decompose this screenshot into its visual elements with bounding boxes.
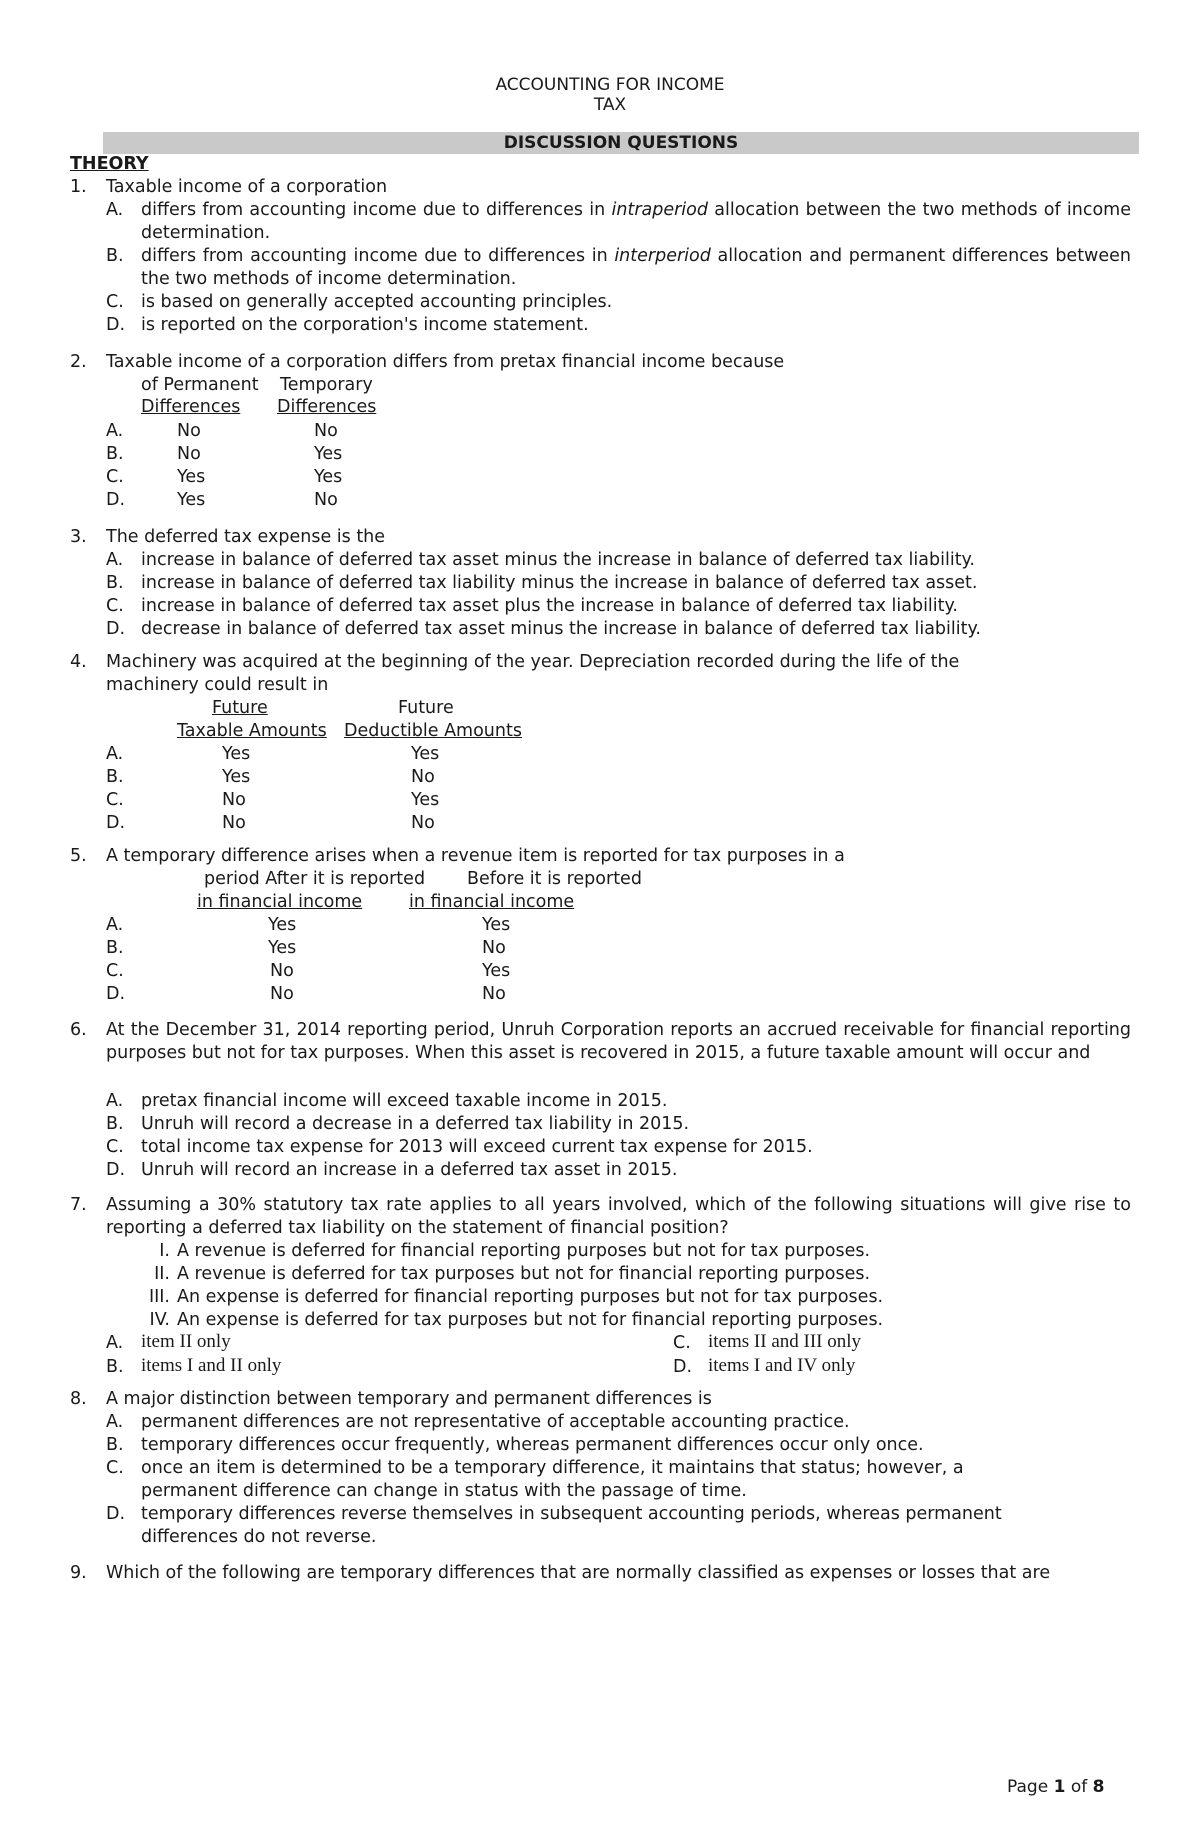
question-stem: At the December 31, 2014 reporting period, Unruh Corporation reports an accrued receivable for financial reporting purposes but not for tax purposes. When this asset is recovered in 2015, a future taxable amount will occur and (106, 1020, 1131, 1063)
option-letter: C. (106, 961, 124, 981)
question-number: 5. (70, 846, 87, 866)
table-cell: Yes (222, 767, 251, 787)
column-header: of Permanent (141, 375, 259, 395)
option-letter: B. (106, 1114, 124, 1134)
section-heading: THEORY (70, 154, 149, 174)
option-text: permanent difference can change in status with the passage of time. (141, 1481, 747, 1501)
option-text: items I and IV only (708, 1355, 856, 1376)
table-cell: Yes (411, 744, 440, 764)
option-text: is reported on the corporation's income statement. (141, 315, 589, 335)
section-banner (103, 132, 1139, 154)
question-stem: Taxable income of a corporation (106, 177, 388, 197)
question-stem: Taxable income of a corporation differs from pretax financial income because (106, 352, 785, 372)
option-letter: C. (106, 1137, 124, 1157)
column-header: in financial income (409, 892, 575, 912)
option-text: items I and II only (141, 1355, 282, 1376)
option-letter: C. (106, 790, 124, 810)
question-stem: The deferred tax expense is the (106, 527, 386, 547)
option-text: is based on generally accepted accounting principles. (141, 292, 613, 312)
table-cell: No (411, 767, 435, 787)
statement-text: An expense is deferred for financial reporting purposes but not for tax purposes. (177, 1287, 884, 1307)
table-cell: No (222, 813, 246, 833)
option-letter: C. (673, 1333, 691, 1353)
option-letter: A. (106, 1412, 124, 1432)
question-stem: Which of the following are temporary differences that are normally classified as expenses or losses that are (106, 1563, 1051, 1583)
option-letter: D. (106, 490, 126, 510)
question-number: 4. (70, 652, 87, 672)
question-number: 7. (70, 1195, 87, 1215)
page-number: 1 (1053, 1777, 1066, 1797)
option-text: increase in balance of deferred tax asset plus the increase in balance of deferred tax liability. (141, 596, 958, 616)
option-text: item II only (141, 1331, 231, 1352)
table-cell: No (270, 984, 294, 1004)
option-letter: B. (106, 444, 124, 464)
page-total: 8 (1092, 1777, 1105, 1797)
roman-numeral: IV. (149, 1310, 170, 1330)
table-cell: Yes (268, 938, 297, 958)
table-cell: Yes (411, 790, 440, 810)
column-header: period After it is reported (204, 869, 426, 889)
column-header: Deductible Amounts (344, 721, 522, 741)
option-letter: B. (106, 573, 124, 593)
roman-numeral: I. (159, 1241, 170, 1261)
option-letter: D. (106, 984, 126, 1004)
table-cell: No (482, 938, 506, 958)
table-cell: Yes (314, 444, 343, 464)
table-cell: No (314, 421, 338, 441)
option-letter: B. (106, 246, 124, 266)
banner-label: DISCUSSION QUESTIONS (503, 133, 739, 153)
table-cell: Yes (482, 915, 511, 935)
question-number: 1. (70, 177, 87, 197)
table-cell: Yes (177, 467, 206, 487)
option-letter: D. (673, 1357, 693, 1377)
option-letter: B. (106, 1357, 124, 1377)
roman-numeral: II. (154, 1264, 170, 1284)
table-cell: No (482, 984, 506, 1004)
table-cell: Yes (222, 744, 251, 764)
question-stem: Machinery was acquired at the beginning of the year. Depreciation recorded during the life of the (106, 652, 960, 672)
option-letter: C. (106, 292, 124, 312)
column-header: Differences (277, 397, 377, 417)
statement-text: A revenue is deferred for tax purposes but not for financial reporting purposes. (177, 1264, 871, 1284)
column-header: Future (212, 698, 268, 718)
table-cell: No (411, 813, 435, 833)
option-letter: A. (106, 915, 124, 935)
table-cell: Yes (482, 961, 511, 981)
option-text: temporary differences reverse themselves in subsequent accounting periods, whereas permanent (141, 1504, 1002, 1524)
option-letter: C. (106, 596, 124, 616)
option-text: temporary differences occur frequently, whereas permanent differences occur only once. (141, 1435, 924, 1455)
option-letter: A. (106, 200, 124, 220)
question-stem: A major distinction between temporary and permanent differences is (106, 1389, 712, 1409)
option-text: pretax financial income will exceed taxable income in 2015. (141, 1091, 668, 1111)
option-letter: A. (106, 421, 124, 441)
option-letter: A. (106, 1333, 124, 1353)
option-text: differences do not reverse. (141, 1527, 377, 1547)
column-header: Taxable Amounts (177, 721, 327, 741)
option-letter: A. (106, 1091, 124, 1111)
question-number: 8. (70, 1389, 87, 1409)
option-text: differs from accounting income due to differences in interperiod allocation and permanent differences between the two methods of income determination. (141, 246, 1131, 289)
doc-title-line1: ACCOUNTING FOR INCOME (495, 75, 725, 95)
option-letter: D. (106, 1160, 126, 1180)
question-number: 2. (70, 352, 87, 372)
option-letter: C. (106, 467, 124, 487)
option-text: differs from accounting income due to differences in intraperiod allocation between the two methods of income determination. (141, 200, 1131, 243)
table-cell: Yes (268, 915, 297, 935)
column-header: Temporary (280, 375, 373, 395)
italic-term: interperiod (614, 246, 711, 266)
table-cell: Yes (177, 490, 206, 510)
option-letter: A. (106, 550, 124, 570)
table-cell: Yes (314, 467, 343, 487)
statement-text: An expense is deferred for tax purposes but not for financial reporting purposes. (177, 1310, 884, 1330)
column-header: Before it is reported (467, 869, 642, 889)
table-cell: No (314, 490, 338, 510)
column-header: Future (398, 698, 454, 718)
option-text: increase in balance of deferred tax liability minus the increase in balance of deferred tax asset. (141, 573, 978, 593)
question-number: 6. (70, 1020, 87, 1040)
table-cell: No (177, 421, 201, 441)
option-letter: A. (106, 744, 124, 764)
question-number: 9. (70, 1563, 87, 1583)
option-text: decrease in balance of deferred tax asset minus the increase in balance of deferred tax liability. (141, 619, 981, 639)
table-cell: No (222, 790, 246, 810)
question-number: 3. (70, 527, 87, 547)
option-text: Unruh will record a decrease in a deferred tax liability in 2015. (141, 1114, 690, 1134)
option-letter: D. (106, 813, 126, 833)
option-letter: B. (106, 1435, 124, 1455)
option-text: Unruh will record an increase in a deferred tax asset in 2015. (141, 1160, 678, 1180)
option-letter: D. (106, 619, 126, 639)
option-text: increase in balance of deferred tax asset minus the increase in balance of deferred tax liability. (141, 550, 975, 570)
table-cell: No (270, 961, 294, 981)
option-text: once an item is determined to be a temporary difference, it maintains that status; however, a (141, 1458, 964, 1478)
option-letter: D. (106, 1504, 126, 1524)
option-text: permanent differences are not representative of acceptable accounting practice. (141, 1412, 850, 1432)
page-indicator: Page 1 of 8 (1007, 1777, 1105, 1797)
option-letter: D. (106, 315, 126, 335)
column-header: Differences (141, 397, 241, 417)
table-cell: No (177, 444, 201, 464)
italic-term: intraperiod (611, 200, 708, 220)
question-stem: A temporary difference arises when a revenue item is reported for tax purposes in a (106, 846, 845, 866)
question-stem: Assuming a 30% statutory tax rate applies to all years involved, which of the following situations will give rise to reporting a deferred tax liability on the statement of financial position? (106, 1195, 1131, 1238)
doc-title-line2: TAX (593, 95, 627, 115)
option-letter: B. (106, 767, 124, 787)
column-header: in financial income (197, 892, 363, 912)
option-letter: B. (106, 938, 124, 958)
roman-numeral: III. (148, 1287, 170, 1307)
question-stem: machinery could result in (106, 675, 329, 695)
option-text: items II and III only (708, 1331, 862, 1352)
option-text: total income tax expense for 2013 will exceed current tax expense for 2015. (141, 1137, 813, 1157)
option-letter: C. (106, 1458, 124, 1478)
statement-text: A revenue is deferred for financial reporting purposes but not for tax purposes. (177, 1241, 871, 1261)
